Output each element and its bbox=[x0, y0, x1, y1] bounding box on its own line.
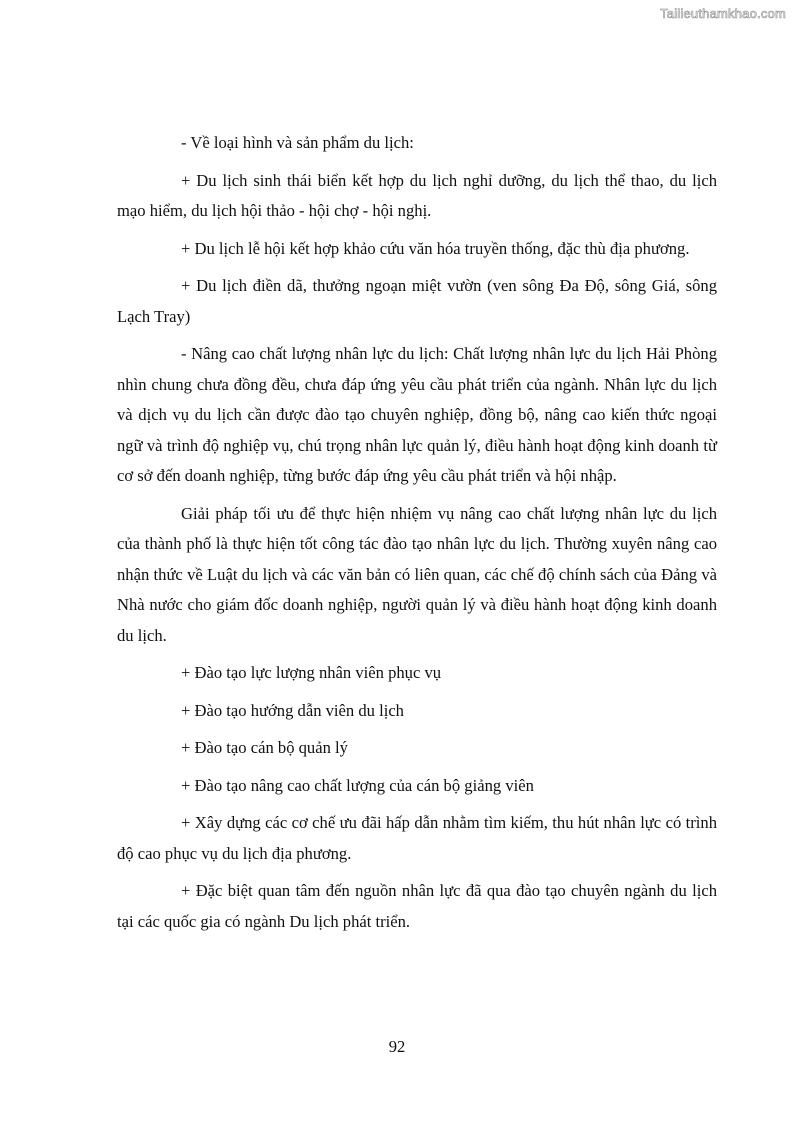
paragraph-optimal-solution: Giải pháp tối ưu để thực hiện nhiệm vụ nâng cao chất lượng nhân lực du lịch của thành phố là thực hiện tốt công tác đào tạo nhân lực du lịch. Thường xuyên nâng cao nhận thức về Luật du lịch và các văn bản có liên quan, các chế độ chính sách của Đảng và Nhà nước cho giám đốc doanh nghiệp, người quản lý và điều hành hoạt động kinh doanh du lịch. bbox=[117, 503, 717, 645]
page-number: 92 bbox=[388, 1037, 406, 1056]
paragraph-train-guides: + Đào tạo hướng dẫn viên du lịch bbox=[181, 700, 404, 720]
paragraph-train-lecturers: + Đào tạo nâng cao chất lượng của cán bộ giảng viên bbox=[181, 775, 534, 795]
watermark-text: Tailieuthamkhao.com bbox=[660, 6, 786, 21]
paragraph-international-training: + Đặc biệt quan tâm đến nguồn nhân lực đã qua đào tạo chuyên ngành du lịch tại các quốc gia có ngành Du lịch phát triển. bbox=[117, 881, 717, 931]
paragraph-tourism-types-heading: - Về loại hình và sản phẩm du lịch: bbox=[181, 133, 414, 152]
paragraph-incentives: + Xây dựng các cơ chế ưu đãi hấp dẫn nhằm tìm kiếm, thu hút nhân lực có trình độ cao phục vụ du lịch địa phương. bbox=[117, 813, 717, 863]
paragraph-festival-tourism: + Du lịch lễ hội kết hợp khảo cứu văn hóa truyền thống, đặc thù địa phương. bbox=[181, 238, 690, 258]
page-body bbox=[117, 128, 717, 937]
paragraph-eco-tourism: + Du lịch sinh thái biển kết hợp du lịch nghỉ dưỡng, du lịch thể thao, du lịch mạo hiểm, du lịch hội thảo - hội chợ - hội nghị. bbox=[117, 170, 717, 220]
paragraph-human-resources: - Nâng cao chất lượng nhân lực du lịch: Chất lượng nhân lực du lịch Hải Phòng nhìn chung chưa đồng đều, chưa đáp ứng yêu cầu phát triển của ngành. Nhân lực du lịch và dịch vụ du lịch cần được đào tạo chuyên nghiệp, đồng bộ, nâng cao kiến thức ngoại ngữ và trình độ nghiệp vụ, chú trọng nhân lực quản lý, điều hành hoạt động kinh doanh từ cơ sở đến doanh nghiệp, từng bước đáp ứng yêu cầu phát triển và hội nhập. bbox=[117, 344, 717, 485]
paragraph-train-managers: + Đào tạo cán bộ quản lý bbox=[181, 738, 348, 757]
paragraph-rural-tourism: + Du lịch điền dã, thưởng ngoạn miệt vườn (ven sông Đa Độ, sông Giá, sông Lạch Tray) bbox=[117, 276, 717, 326]
paragraph-train-staff: + Đào tạo lực lượng nhân viên phục vụ bbox=[181, 663, 442, 682]
